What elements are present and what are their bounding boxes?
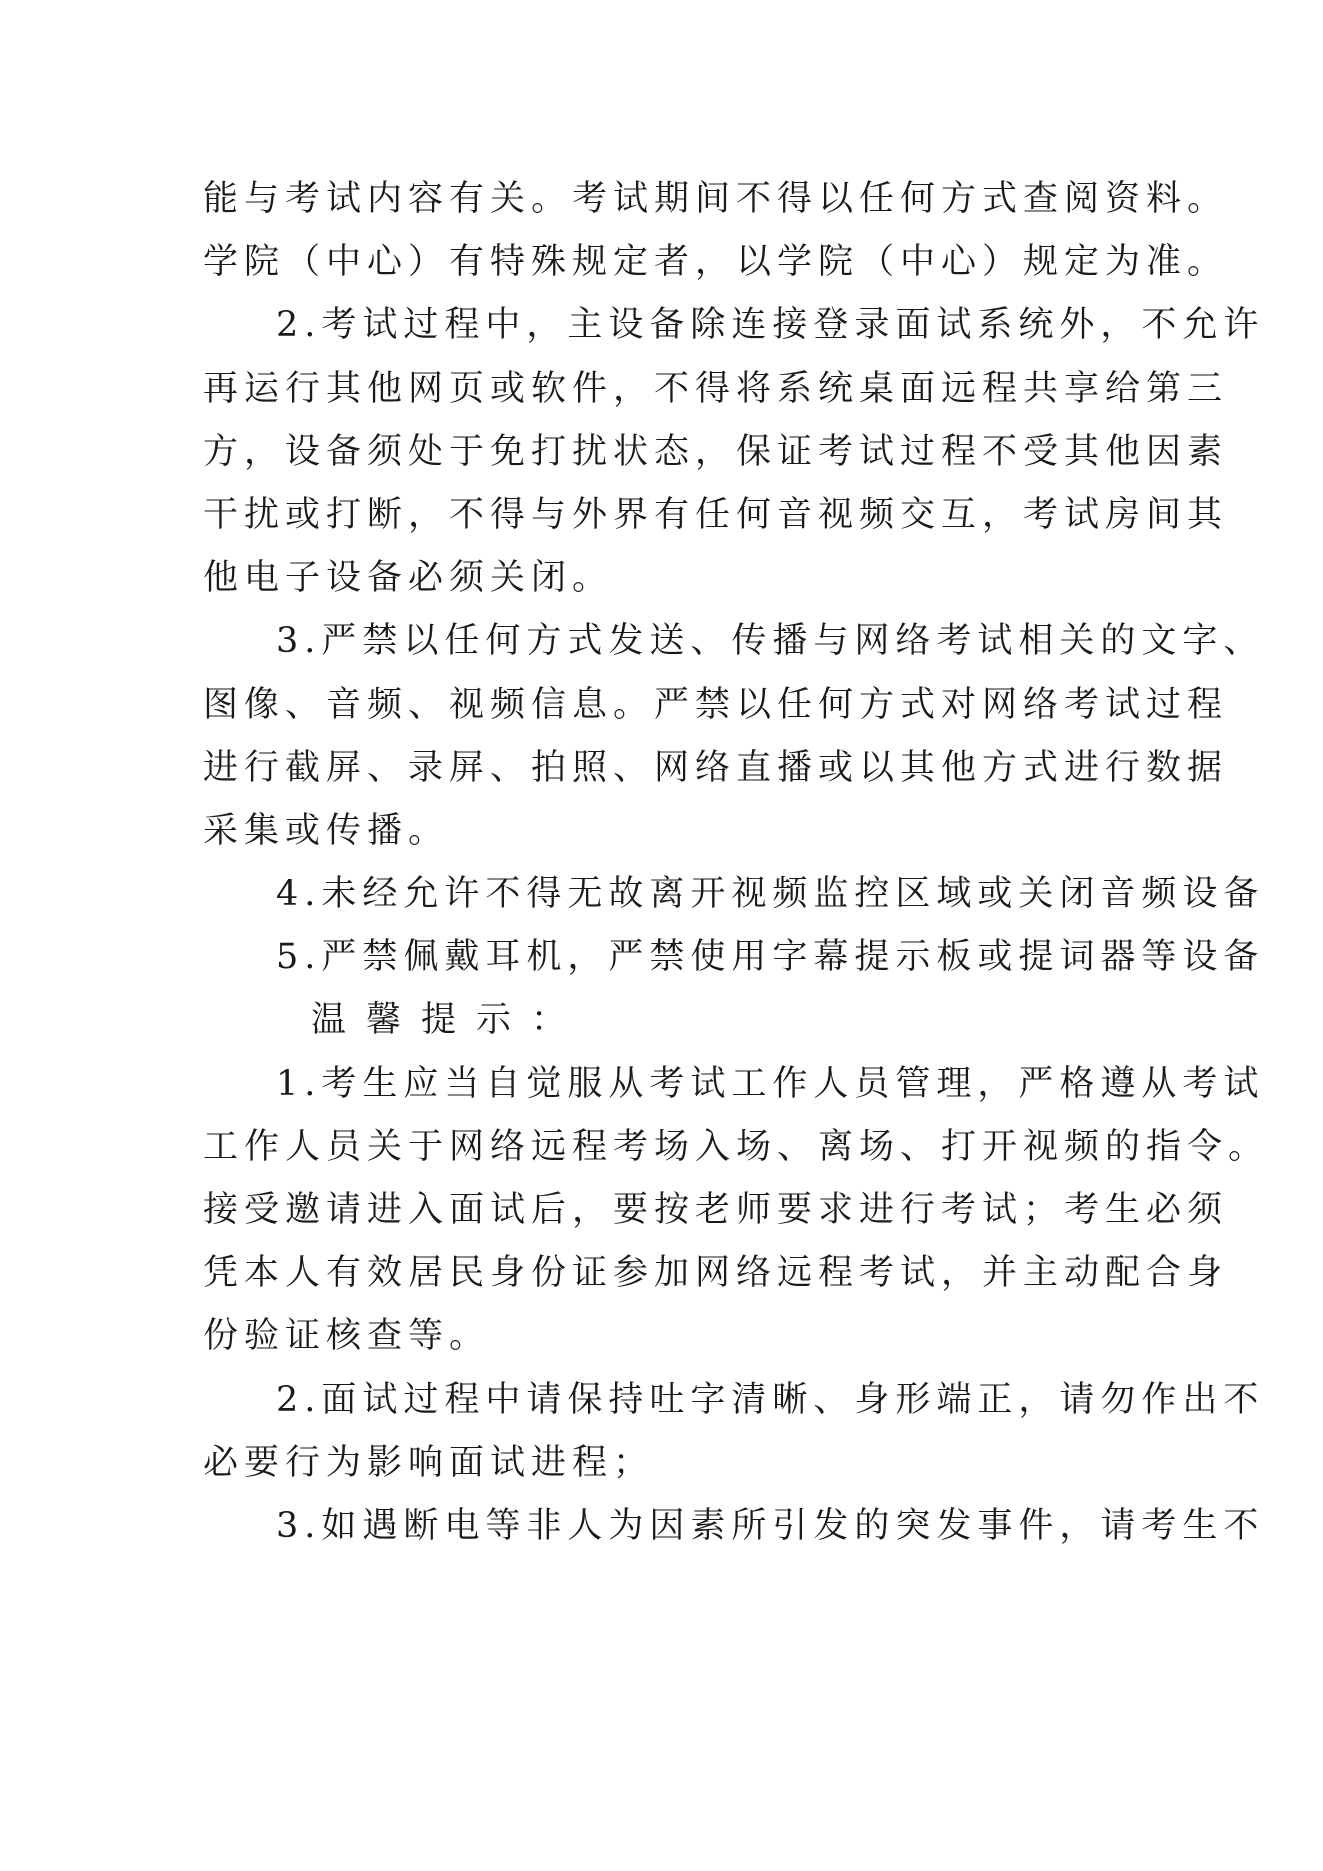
paragraph-start-line: 1.考生应当自觉服从考试工作人员管理，严格遵从考试 [276,1063,1265,1104]
text-line: 采集或传播。 [203,810,450,851]
text-line: 方，设备须处于免打扰状态，保证考试过程不受其他因素 [203,431,1229,472]
text-line: 接受邀请进入面试后，要按老师要求进行考试；考生必须 [203,1190,1229,1230]
paragraph-start-line: 2.考试过程中，主设备除连接登录面试系统外，不允许 [276,305,1265,346]
paragraph-start-line: 5.严禁佩戴耳机，严禁使用字幕提示板或提词器等设备 [276,937,1265,978]
paragraph-start-line: 3.如遇断电等非人为因素所引发的突发事件，请考生不 [276,1505,1265,1546]
text-line: 凭本人有效居民身份证参加网络远程考试，并主动配合身 [203,1253,1229,1294]
text-line: 学院（中心）有特殊规定者，以学院（中心）规定为准。 [203,242,1229,283]
text-line: 再运行其他网页或软件，不得将系统桌面远程共享给第三 [203,368,1229,409]
text-line: 他电子设备必须关闭。 [203,558,614,599]
document-body [203,168,1270,1558]
text-line: 份验证核查等。 [203,1316,491,1357]
paragraph-start-line: 4.未经允许不得无故离开视频监控区域或关闭音频设备 [276,874,1265,915]
paragraph-start-line: 3.严禁以任何方式发送、传播与网络考试相关的文字、 [276,621,1265,662]
text-line: 进行截屏、录屏、拍照、网络直播或以其他方式进行数据 [203,747,1229,788]
text-line: 干扰或打断，不得与外界有任何音视频交互，考试房间其 [203,494,1229,535]
paragraph-start-line: 2.面试过程中请保持吐字清晰、身形端正，请勿作出不 [276,1379,1265,1420]
text-line: 能与考试内容有关。考试期间不得以任何方式查阅资料。 [203,179,1229,219]
text-line: 工作人员关于网络远程考场入场、离场、打开视频的指令。 [203,1126,1270,1167]
text-line: 必要行为影响面试进程； [203,1442,655,1483]
section-heading: 温馨提示： [311,1000,587,1041]
text-line: 图像、音频、视频信息。严禁以任何方式对网络考试过程 [203,684,1229,725]
